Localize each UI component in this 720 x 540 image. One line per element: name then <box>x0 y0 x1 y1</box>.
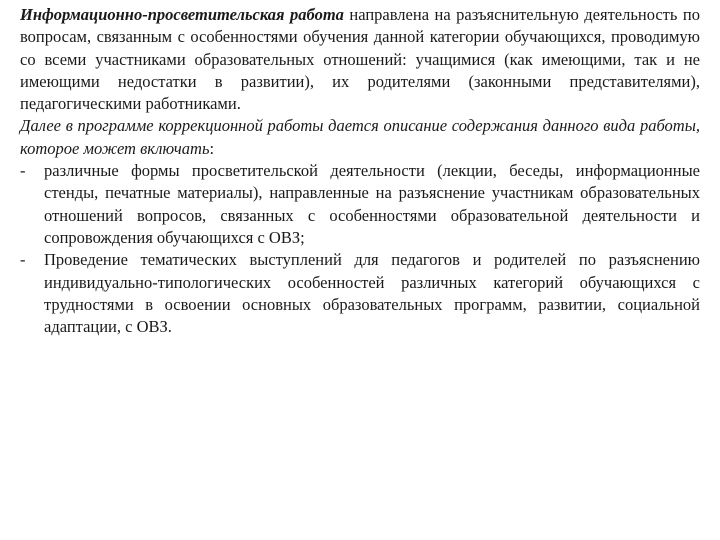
list-bullet: - <box>20 250 26 270</box>
list-item-text: различные формы просветительской деятельности (лекции, беседы, информационные стенды, печатные материалы), направленные на разъяснение участникам образовательных отношений вопросов, связанных с особенностями образовательной деятельности и сопровождения обучающихся с ОВЗ; <box>44 161 700 247</box>
paragraph-lead-term: Информационно-просветительская работа <box>20 5 344 24</box>
paragraph-body-text: направлена на разъяснительную деятельность по вопросам, связанным с особенностями обучения данной категории обучающихся, проводимую со всеми участниками образовательных отношений: учащимися (как имеющими, так и не имеющими недостатки в развитии), их родителями (законными представителями), педагогическими работниками. <box>20 5 700 114</box>
list-item <box>20 160 700 249</box>
list-item <box>20 249 700 338</box>
list-bullet: - <box>20 161 26 181</box>
activity-list <box>20 160 700 338</box>
document-body <box>20 4 700 338</box>
program-intro-text: Далее в программе коррекционной работы дается описание содержания данного вида работы, которое может включать <box>20 116 700 158</box>
paragraph-info-work <box>20 4 700 115</box>
paragraph-program-intro <box>20 115 700 160</box>
list-item-text: Проведение тематических выступлений для педагогов и родителей по разъяснению индивидуально-типологических особенностей различных категорий обучающихся с трудностями в освоении основных образовательных программ, развитии, социальной адаптации, с ОВЗ. <box>44 250 700 337</box>
program-intro-colon: : <box>209 138 215 158</box>
